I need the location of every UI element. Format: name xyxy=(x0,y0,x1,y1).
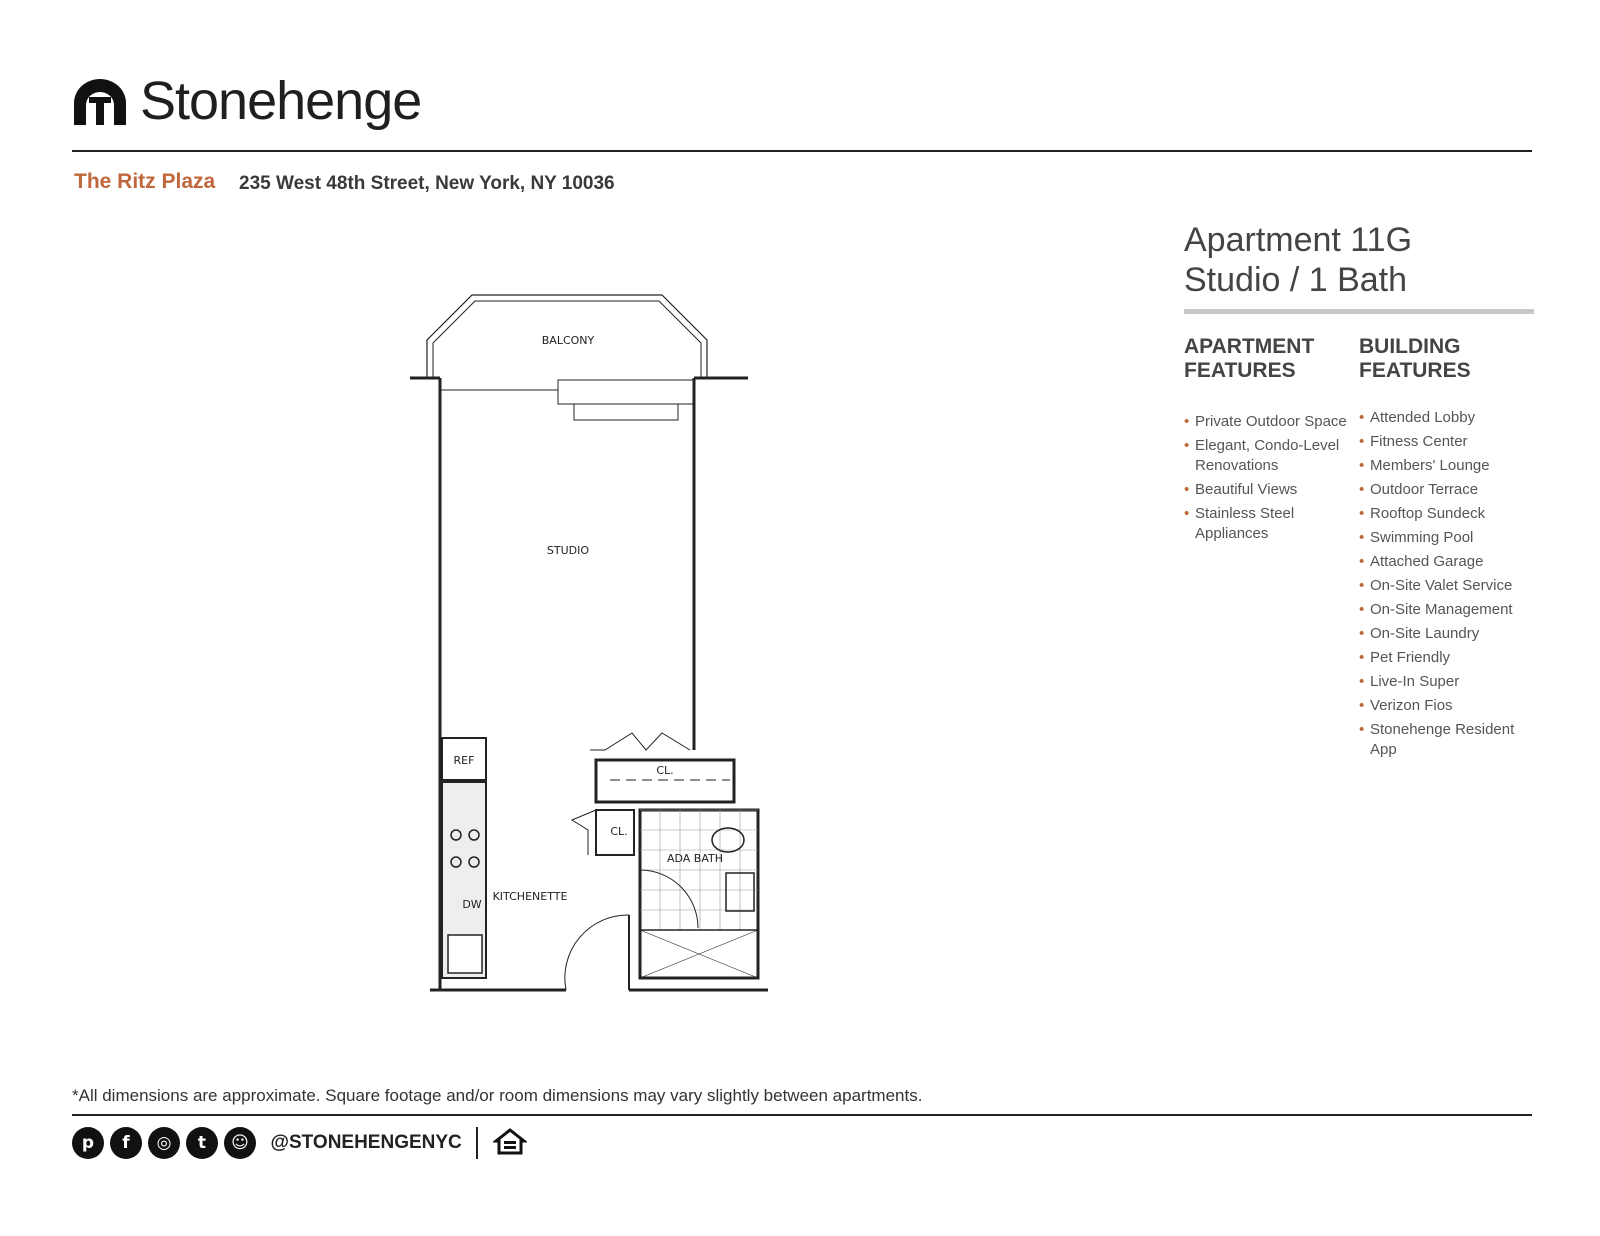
list-item: • Fitness Center xyxy=(1359,432,1534,452)
header-divider xyxy=(72,150,1532,152)
footer-vertical-divider xyxy=(476,1127,478,1159)
ref-label: REF xyxy=(453,754,475,767)
list-item: • Beautiful Views xyxy=(1184,480,1364,500)
balcony-label: BALCONY xyxy=(541,334,595,347)
list-item: • Verizon Fios xyxy=(1359,696,1534,716)
instagram-icon[interactable]: ◎ xyxy=(148,1127,180,1159)
stonehenge-logo-icon xyxy=(72,77,128,127)
list-item: • On-Site Laundry xyxy=(1359,624,1534,644)
list-item: • Live-In Super xyxy=(1359,672,1534,692)
list-item: • On-Site Management xyxy=(1359,600,1534,620)
title-underline xyxy=(1184,309,1534,314)
list-item: • Attended Lobby xyxy=(1359,408,1534,428)
list-item: • Attached Garage xyxy=(1359,552,1534,572)
apartment-number: Apartment 11G xyxy=(1184,221,1413,259)
list-item: • Stainless Steel Appliances xyxy=(1184,504,1364,544)
building-features-heading xyxy=(1359,335,1529,383)
list-item: • Members' Lounge xyxy=(1359,456,1534,476)
building-name: The Ritz Plaza xyxy=(74,170,216,193)
kitchenette-label: KITCHENETTE xyxy=(492,890,568,903)
list-item: • Elegant, Condo-Level Renovations xyxy=(1184,436,1364,476)
list-item: • On-Site Valet Service xyxy=(1359,576,1534,596)
footer-divider xyxy=(72,1114,1532,1116)
list-item: • Private Outdoor Space xyxy=(1184,412,1364,432)
social-bar xyxy=(72,1126,527,1166)
snapchat-icon[interactable]: ☺ xyxy=(224,1127,256,1159)
twitter-icon[interactable]: t xyxy=(186,1127,218,1159)
heading-line: FEATURES xyxy=(1359,359,1471,382)
building-address: 235 West 48th Street, New York, NY 10036 xyxy=(239,173,615,194)
closet-label: CL. xyxy=(656,764,674,777)
list-item: • Swimming Pool xyxy=(1359,528,1534,548)
apartment-title xyxy=(1184,220,1412,300)
heading-line: APARTMENT xyxy=(1184,335,1315,358)
floor-plan xyxy=(400,290,800,1020)
brand-name: Stonehenge xyxy=(140,71,422,131)
list-item: • Pet Friendly xyxy=(1359,648,1534,668)
studio-label: STUDIO xyxy=(546,544,590,557)
disclaimer: *All dimensions are approximate. Square footage and/or room dimensions may vary slightly between apartments. xyxy=(72,1086,923,1105)
equal-housing-icon xyxy=(493,1126,527,1160)
list-item: • Outdoor Terrace xyxy=(1359,480,1534,500)
facebook-icon[interactable]: f xyxy=(110,1127,142,1159)
apartment-features-heading xyxy=(1184,335,1354,383)
list-item: • Rooftop Sundeck xyxy=(1359,504,1534,524)
building-features-list xyxy=(1359,408,1534,764)
dw-label: DW xyxy=(462,898,482,911)
closet-label: CL. xyxy=(610,825,628,838)
heading-line: BUILDING xyxy=(1359,335,1461,358)
heading-line: FEATURES xyxy=(1184,359,1296,382)
apartment-type: Studio / 1 Bath xyxy=(1184,261,1408,299)
social-handle[interactable]: @STONEHENGENYC xyxy=(270,1132,462,1153)
pinterest-icon[interactable]: p xyxy=(72,1127,104,1159)
apartment-features-list xyxy=(1184,412,1364,548)
list-item: • Stonehenge Resident App xyxy=(1359,720,1534,760)
bath-label: ADA BATH xyxy=(666,852,724,865)
